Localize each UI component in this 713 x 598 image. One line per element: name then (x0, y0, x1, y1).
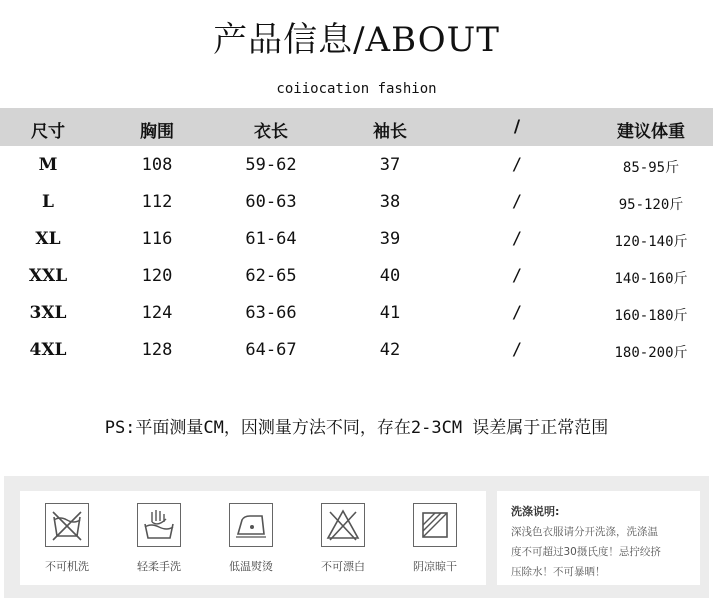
table-cell: 42 (379, 340, 401, 360)
table-cell: 61-64 (245, 229, 297, 249)
hand-wash-icon (137, 503, 181, 547)
table-cell: 160-180斤 (614, 308, 688, 324)
table-cell: 124 (141, 303, 173, 323)
header-size: 尺寸 (31, 122, 65, 142)
table-cell: 120 (141, 266, 173, 286)
care-label: 阴凉晾干 (413, 560, 457, 573)
table-cell: 4XL (29, 340, 67, 360)
no-bleach-icon (321, 503, 365, 547)
table-cell: / (511, 229, 523, 249)
care-instructions-title: 洗涤说明: (511, 505, 560, 518)
no-machine-wash-icon (45, 503, 89, 547)
header-sleeve: 袖长 (373, 122, 407, 142)
table-cell: 37 (379, 155, 401, 175)
table-cell: 63-66 (245, 303, 297, 323)
table-cell: / (511, 192, 523, 212)
table-cell: 180-200斤 (614, 345, 688, 361)
table-cell: 59-62 (245, 155, 297, 175)
table-cell: 64-67 (245, 340, 297, 360)
care-instructions-line: 压除水！不可暴晒！ (511, 566, 606, 578)
care-label: 低温熨烫 (229, 560, 273, 573)
table-cell: 108 (141, 155, 173, 175)
table-cell: XL (35, 229, 61, 249)
table-cell: 62-65 (245, 266, 297, 286)
table-cell: 85-95斤 (622, 160, 680, 176)
table-cell: 120-140斤 (614, 234, 688, 250)
care-instructions-line: 度不可超过30摄氏度！忌拧绞挤 (511, 546, 661, 558)
care-label: 不可漂白 (321, 560, 365, 573)
header-slash: / (513, 117, 521, 137)
table-cell: 39 (379, 229, 401, 249)
table-cell: 128 (141, 340, 173, 360)
table-cell: / (511, 155, 523, 175)
table-cell: 112 (141, 192, 173, 212)
care-label: 不可机洗 (45, 560, 89, 573)
table-cell: L (42, 192, 54, 212)
table-cell: 41 (379, 303, 401, 323)
table-cell: 140-160斤 (614, 271, 688, 287)
table-cell: 116 (141, 229, 173, 249)
table-cell: 3XL (29, 303, 67, 323)
table-cell: XXL (28, 266, 68, 286)
measurement-note: PS:平面测量CM，因测量方法不同，存在2-3CM 误差属于正常范围 (104, 418, 609, 438)
table-header-band (0, 108, 713, 146)
table-cell: 38 (379, 192, 401, 212)
table-cell: 95-120斤 (618, 197, 684, 213)
shade-dry-icon (413, 503, 457, 547)
table-cell: 40 (379, 266, 401, 286)
table-cell: / (511, 340, 523, 360)
care-instructions-line: 深浅色衣服请分开洗涤，洗涤温 (511, 526, 658, 538)
header-weight: 建议体重 (617, 122, 685, 142)
header-chest: 胸围 (140, 122, 174, 142)
care-label: 轻柔手洗 (137, 560, 181, 573)
page-subtitle: coiiocation fashion (276, 81, 437, 97)
page-title: 产品信息/ABOUT (213, 20, 500, 60)
table-cell: / (511, 266, 523, 286)
table-cell: 60-63 (245, 192, 297, 212)
header-length: 衣长 (254, 122, 288, 142)
table-cell: M (38, 155, 58, 175)
care-instructions-text (511, 522, 694, 582)
low-temp-iron-icon (229, 503, 273, 547)
table-cell: / (511, 303, 523, 323)
